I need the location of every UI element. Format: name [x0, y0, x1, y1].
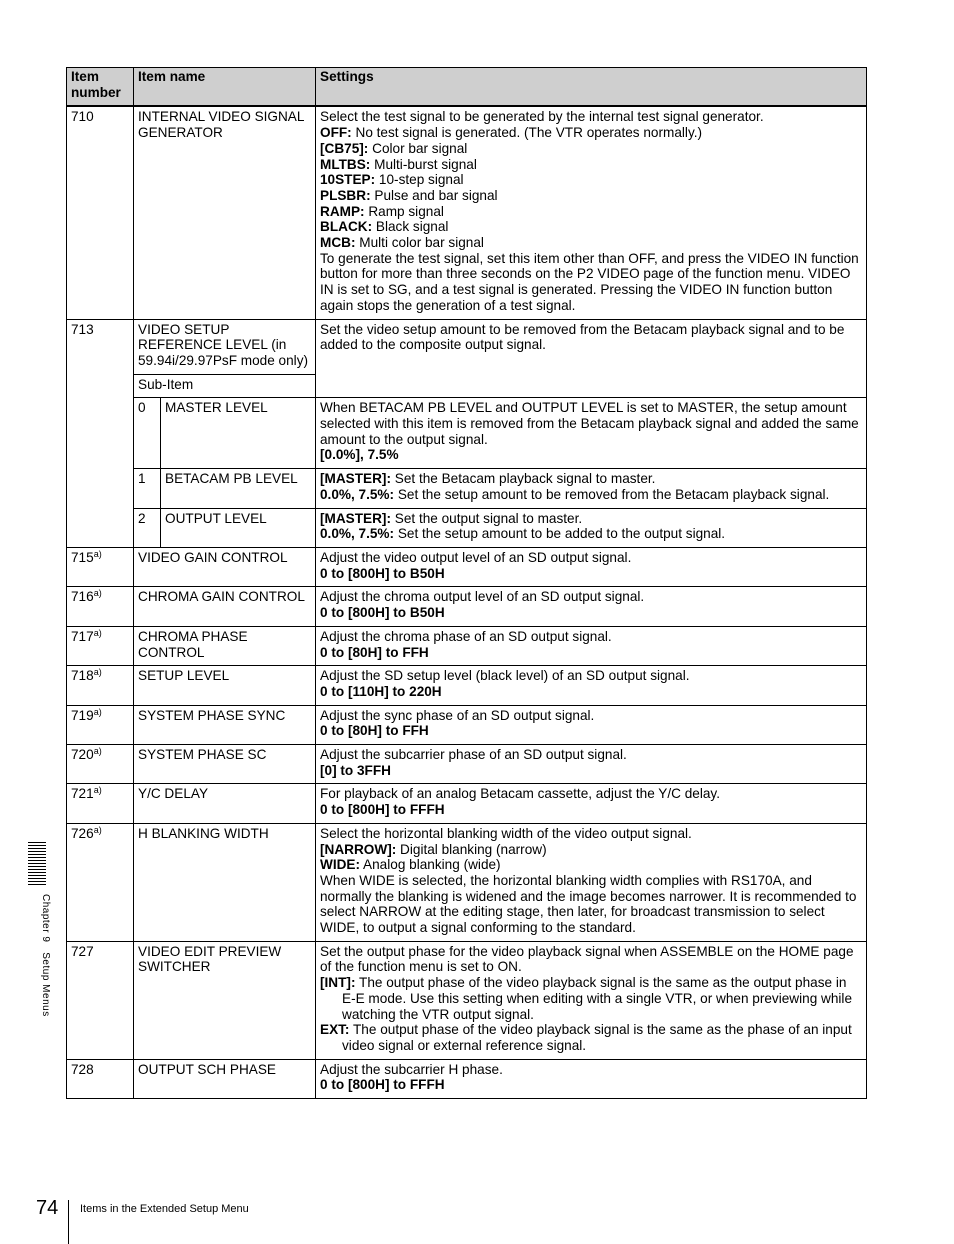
page-number: 74 [36, 1197, 59, 1219]
item-name: SYSTEM PHASE SC [134, 745, 316, 784]
footer-divider [68, 1200, 69, 1244]
item-settings: Adjust the video output level of an SD output signal. 0 to [800H] to B50H [316, 547, 867, 586]
table-row-717 [67, 626, 867, 665]
subitem-row-1 [67, 469, 867, 508]
option-line: RAMP: Ramp signal [320, 203, 444, 219]
item-number: 710 [67, 106, 134, 319]
table-row-720 [67, 745, 867, 784]
header-item-name: Item name [134, 68, 316, 107]
option-line: MLTBS: Multi-burst signal [320, 156, 477, 172]
subitem-name: OUTPUT LEVEL [161, 508, 316, 547]
subitem-number: 1 [134, 469, 161, 508]
item-number: 717$^{a)}$ [67, 626, 134, 665]
item-name: VIDEO EDIT PREVIEW SWITCHER [134, 941, 316, 1059]
item-settings: Adjust the sync phase of an SD output signal. 0 to [80H] to FFH [316, 705, 867, 744]
table-row-713 [67, 319, 867, 374]
item-number: 716$^{a)}$ [67, 587, 134, 626]
subitem-settings: [MASTER]: Set the output signal to master. 0.0%, 7.5%: Set the setup amount to be added to the output signal. [316, 508, 867, 547]
table-row-710 [67, 106, 867, 319]
subitem-number: 0 [134, 398, 161, 469]
item-name: SYSTEM PHASE SYNC [134, 705, 316, 744]
item-settings: For playback of an analog Betacam cassette, adjust the Y/C delay. 0 to [800H] to FFFH [316, 784, 867, 823]
subitem-name: BETACAM PB LEVEL [161, 469, 316, 508]
option-line: MCB: Multi color bar signal [320, 235, 484, 251]
item-settings: Adjust the chroma output level of an SD output signal. 0 to [800H] to B50H [316, 587, 867, 626]
item-number: 718$^{a)}$ [67, 666, 134, 705]
item-name: VIDEO SETUP REFERENCE LEVEL (in 59.94i/29.97PsF mode only) [134, 319, 316, 374]
subitem-row-2 [67, 508, 867, 547]
item-number: 715$^{a)}$ [67, 547, 134, 586]
item-name: CHROMA PHASE CONTROL [134, 626, 316, 665]
table-row-721 [67, 784, 867, 823]
table-row-719 [67, 705, 867, 744]
subitem-settings: When BETACAM PB LEVEL and OUTPUT LEVEL is set to MASTER, the setup amount selected with this item is removed from the Betacam playback signal and added the same amount to the output signal. [0.0%], 7.5% [316, 398, 867, 469]
item-number: 728 [67, 1059, 134, 1098]
item-settings: Set the output phase for the video playback signal when ASSEMBLE on the HOME page of the function menu is set to ON. [INT]: The output phase of the video playback signal is the same as the output phase in E-E mode. Use this setting when editing with a single VTR, or when previewing while watching the VTR output signal. EXT: The output phase of the video playback signal is the same as the phase of an input video signal or external reference signal. [316, 941, 867, 1059]
table-row-726 [67, 823, 867, 941]
item-name: H BLANKING WIDTH [134, 823, 316, 941]
extended-setup-menu-table [66, 67, 867, 1099]
table-row-727 [67, 941, 867, 1059]
item-number: 713 [67, 319, 134, 547]
settings-intro: Select the test signal to be generated by the internal test signal generator. [320, 109, 764, 125]
table-row-718 [67, 666, 867, 705]
item-number: 720$^{a)}$ [67, 745, 134, 784]
table-row-728 [67, 1059, 867, 1098]
footer-section-title: Items in the Extended Setup Menu [80, 1203, 249, 1215]
item-settings: Adjust the subcarrier H phase. 0 to [800H] to FFFH [316, 1059, 867, 1098]
header-settings: Settings [316, 68, 867, 107]
header-item-number: Item number [67, 68, 134, 107]
item-name: OUTPUT SCH PHASE [134, 1059, 316, 1098]
item-settings [316, 106, 867, 319]
item-name: SETUP LEVEL [134, 666, 316, 705]
settings-note: To generate the test signal, set this item other than OFF, and press the VIDEO IN function button for more than three seconds on the P2 VIDEO page of the function menu. VIDEO IN is set to SG, and a test signal is generated. Pressing the VIDEO IN function button again stops the generation of a test signal. [320, 250, 859, 313]
item-name: Y/C DELAY [134, 784, 316, 823]
subitem-settings: [MASTER]: Set the Betacam playback signal to master. 0.0%, 7.5%: Set the setup amount to be removed from the Betacam playback signal. [316, 469, 867, 508]
option-line: PLSBR: Pulse and bar signal [320, 187, 498, 203]
item-settings: Adjust the SD setup level (black level) of an SD output signal. 0 to [110H] to 220H [316, 666, 867, 705]
chapter-tab-marker [28, 842, 46, 886]
option-line: BLACK: Black signal [320, 219, 449, 235]
item-number: 727 [67, 941, 134, 1059]
subitem-name: MASTER LEVEL [161, 398, 316, 469]
item-number: 726$^{a)}$ [67, 823, 134, 941]
item-number: 721$^{a)}$ [67, 784, 134, 823]
item-number: 719$^{a)}$ [67, 705, 134, 744]
item-settings: Adjust the chroma phase of an SD output signal. 0 to [80H] to FFH [316, 626, 867, 665]
item-name: VIDEO GAIN CONTROL [134, 547, 316, 586]
subitem-row-0 [67, 398, 867, 469]
table-row-715 [67, 547, 867, 586]
item-settings: Set the video setup amount to be removed from the Betacam playback signal and to be added to the composite output signal. [316, 319, 867, 398]
table-header-row [67, 68, 867, 107]
item-name: INTERNAL VIDEO SIGNAL GENERATOR [134, 106, 316, 319]
option-line: [CB75]: Color bar signal [320, 140, 468, 156]
table-row-716 [67, 587, 867, 626]
subitem-label: Sub-Item [134, 374, 316, 398]
item-settings: Select the horizontal blanking width of the video output signal. [NARROW]: Digital blanking (narrow) WIDE: Analog blanking (wide) When WIDE is selected, the horizontal blanking width complies with RS170A, and normally the blanking is widened and the image becomes narrower. It is recommended to select NARROW at the editing stage, then later, for broadcast transmission to select WIDE, to output a signal conforming to the standard. [316, 823, 867, 941]
subitem-number: 2 [134, 508, 161, 547]
item-settings: Adjust the subcarrier phase of an SD output signal. [0] to 3FFH [316, 745, 867, 784]
option-line: 10STEP: 10-step signal [320, 172, 464, 188]
option-line: OFF: No test signal is generated. (The VTR operates normally.) [320, 125, 703, 141]
item-name: CHROMA GAIN CONTROL [134, 587, 316, 626]
chapter-side-label: Chapter 9 Setup Menus [40, 894, 51, 1017]
